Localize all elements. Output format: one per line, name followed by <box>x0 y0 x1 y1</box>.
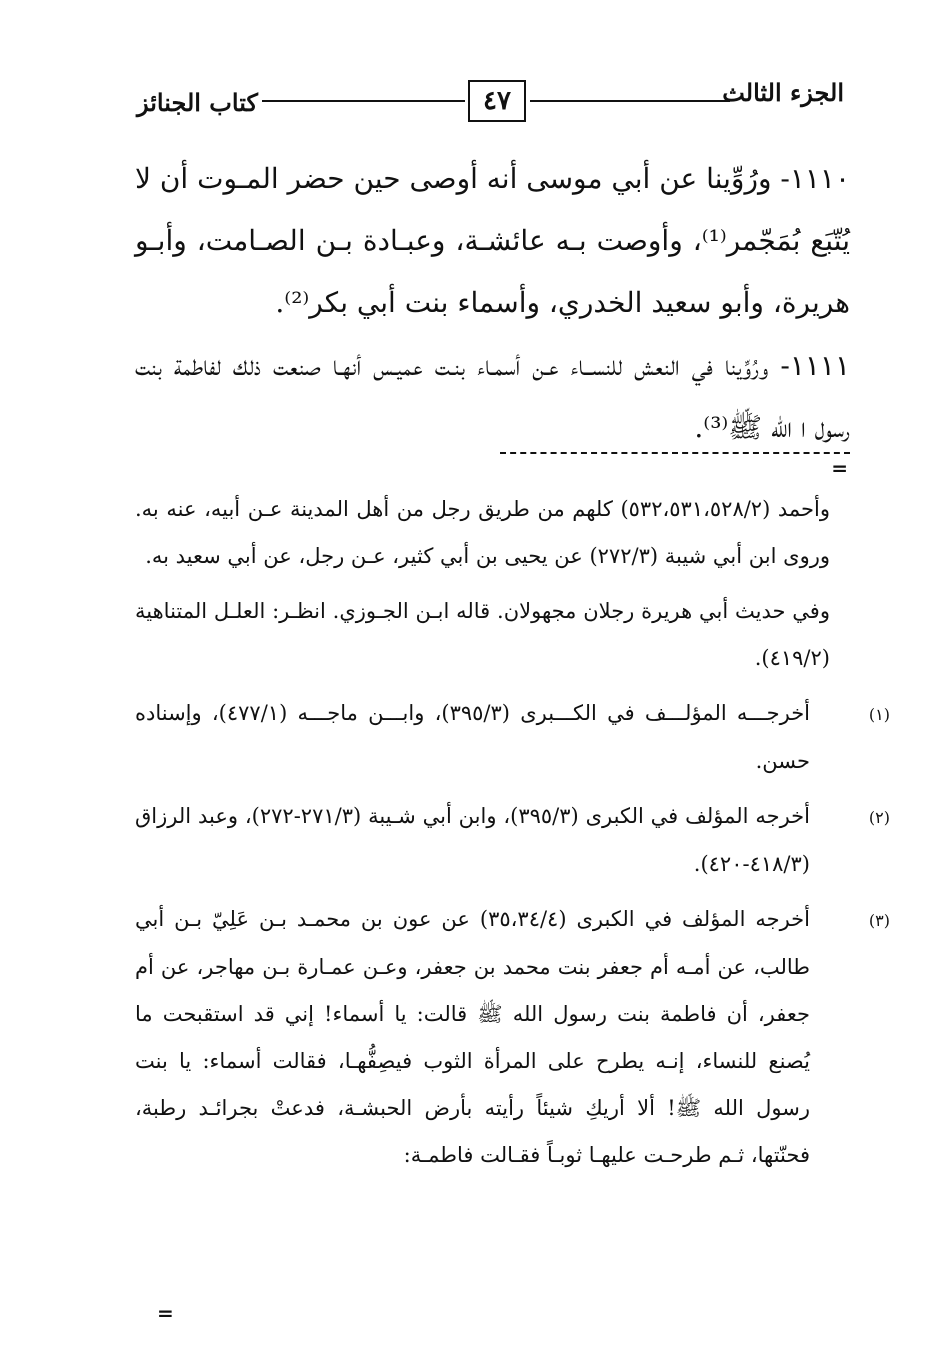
running-header-volume: الجزء الثالث <box>722 78 844 107</box>
footnotes <box>135 486 891 1187</box>
footnote-marker: (٢) <box>868 808 890 827</box>
footnote-marker: (٣) <box>868 911 890 930</box>
page-number-box: ٤٧ <box>468 80 526 122</box>
continuation-mark-top: = <box>831 456 848 480</box>
footnote-text: أخرجه المؤلف في الكبرى (٣٩٥/٣)، وابن أبي شـيبة (٢٧١/٣-٢٧٢)، وعبد الرزاق (٤١٨/٣-٤٢٠). <box>135 804 810 876</box>
main-paragraph-1110: ١١١٠- ورُوِّينا عن أبي موسى أنه أوصى حين حضر المـوت أن لا يُتّبَع بُمَجّمر⁽¹⁾، وأوصت بـه عائشـة، وعبـادة بـن الصـامت، وأبـو هريرة، وأبو سعيد الخدري، وأسماء بنت أبي بكر⁽²⁾. <box>135 162 851 319</box>
header-rule-left <box>262 100 465 102</box>
footnote-1 <box>135 690 891 785</box>
continuation-mark-bottom: = <box>157 1301 174 1325</box>
header-rule-right <box>530 100 730 102</box>
footnote-text: أخرجـــه المؤلـــف في الكـــبرى (٣٩٥/٣)، وابـــن ماجـــه (٤٧٧/١)، وإسناده حسن. <box>135 701 811 773</box>
footnote-separator <box>500 452 850 454</box>
footnote-text: أخرجه المؤلف في الكبرى (٣٥،٣٤/٤) عن عون بن محمـد بـن عَلِيّ بـن أبي طالب، عن أمـه أم جعفر بنت محمد بن جعفر، وعـن عمـارة بـن مهاجر، عن أم جعفر، أن فاطمة بنت رسول الله ﷺ قالت: يا أسماء! إني قد استقبحت ما يُصنع للنساء، إنـه يطرح على المرأة الثوب فيصِفُّهـا، فقالت أسماء: يا بنت رسول الله ﷺ! ألا أريكِ شيئاً رأيته بأرض الحبشـة، فدعتْ بجرائـد رطبة، فحنّتها، ثـم طرحـت عليهـا ثوبـاً فقـالت فاطمـة: <box>135 907 810 1167</box>
footnote-continuation: وفي حديث أبي هريرة رجلان مجهولان. قاله ابـن الجـوزي. انظـر: العلـل المتناهية (٤١٩/٢). <box>135 599 830 670</box>
footnote-3 <box>135 896 890 1179</box>
footnote-continuation: وأحمد (٥٣٢،٥٣١،٥٢٨/٢) كلهم من طريق رجل من أهل المدينة عـن أبيه، عنه به. وروى ابن أبي شيبة (٢٧٢/٣) عن يحيى بن أبي كثير، عـن رجل، عن أبي سعيد به. <box>135 497 830 568</box>
running-header-book: كتاب الجنائز <box>137 88 258 117</box>
main-text <box>135 148 850 459</box>
footnote-2 <box>135 793 890 888</box>
main-paragraph-1111: ١١١١- ورُوِّينا في النعش للنســاء عـن أسمـاء بنـت عميـس أنهـا صنعت ذلك لفاطمة بنت رسول ا الله ﷺ⁽³⁾. <box>135 349 850 444</box>
footnote-marker: (١) <box>868 705 891 724</box>
